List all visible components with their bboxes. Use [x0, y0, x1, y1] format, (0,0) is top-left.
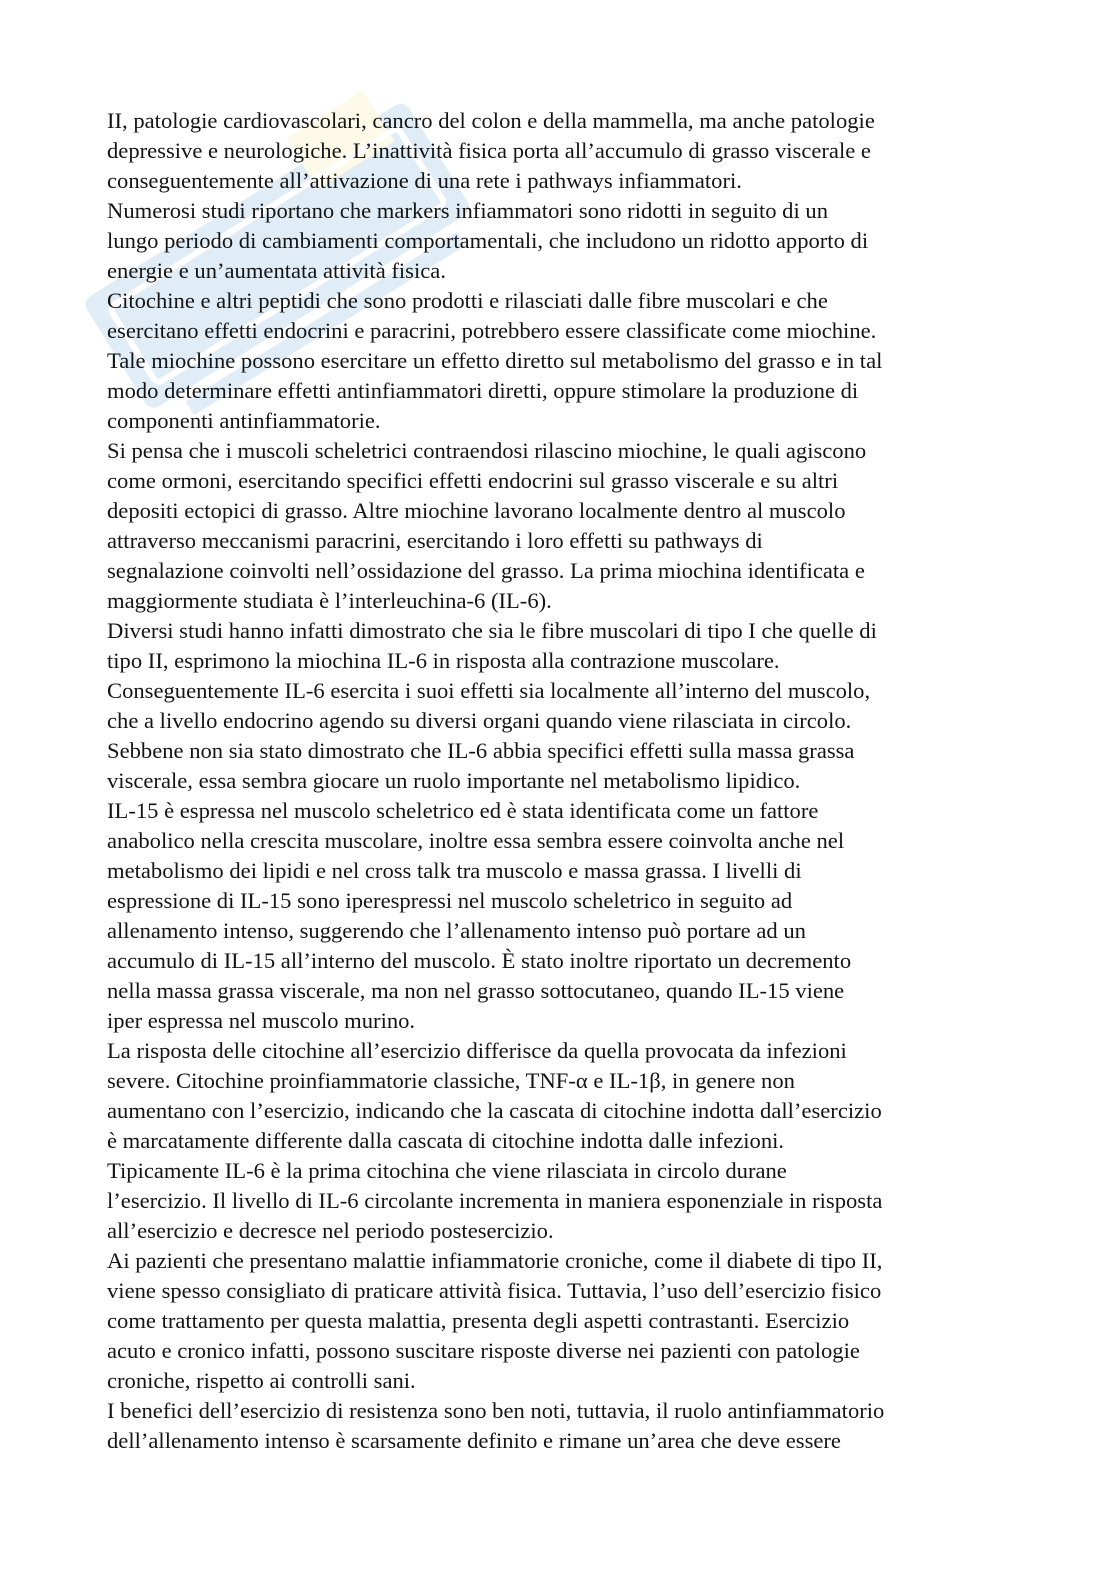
text-line: iper espressa nel muscolo murino.	[107, 1008, 416, 1033]
text-line: come ormoni, esercitando specifici effetti endocrini sul grasso viscerale e su altri	[107, 468, 839, 493]
text-line: allenamento intenso, suggerendo che l’allenamento intenso può portare ad un	[107, 918, 806, 943]
text-line: lungo periodo di cambiamenti comportamentali, che includono un ridotto apporto di	[107, 228, 869, 253]
text-line: esercitano effetti endocrini e paracrini, potrebbero essere classificate come miochine.	[107, 318, 877, 343]
text-line: accumulo di IL-15 all’interno del muscolo. È stato inoltre riportato un decremento	[107, 948, 852, 973]
text-line: energie e un’aumentata attività fisica.	[107, 258, 446, 283]
text-line: anabolico nella crescita muscolare, inoltre essa sembra essere coinvolta anche nel	[107, 828, 845, 853]
text-line: Diversi studi hanno infatti dimostrato che sia le fibre muscolari di tipo I che quelle di	[107, 618, 877, 643]
text-line: IL-15 è espressa nel muscolo scheletrico ed è stata identificata come un fattore	[107, 798, 819, 823]
text-line: nella massa grassa viscerale, ma non nel grasso sottocutaneo, quando IL-15 viene	[107, 978, 845, 1003]
text-line: I benefici dell’esercizio di resistenza sono ben noti, tuttavia, il ruolo antinfiammatorio	[107, 1398, 885, 1423]
text-line: severe. Citochine proinfiammatorie classiche, TNF-α e IL-1β, in genere non	[107, 1068, 795, 1093]
text-line: dell’allenamento intenso è scarsamente definito e rimane un’area che deve essere	[107, 1428, 841, 1453]
text-line: aumentano con l’esercizio, indicando che la cascata di citochine indotta dall’esercizio	[107, 1098, 882, 1123]
text-line: viscerale, essa sembra giocare un ruolo importante nel metabolismo lipidico.	[107, 768, 801, 793]
text-line: conseguentemente all’attivazione di una rete i pathways infiammatori.	[107, 168, 742, 193]
text-line: croniche, rispetto ai controlli sani.	[107, 1368, 416, 1393]
text-line: Si pensa che i muscoli scheletrici contraendosi rilascino miochine, le quali agiscono	[107, 438, 867, 463]
text-line: tipo II, esprimono la miochina IL-6 in risposta alla contrazione muscolare.	[107, 648, 780, 673]
text-line: all’esercizio e decresce nel periodo postesercizio.	[107, 1218, 554, 1243]
text-line: espressione di IL-15 sono iperespressi nel muscolo scheletrico in seguito ad	[107, 888, 793, 913]
document-text	[107, 106, 1017, 1456]
text-line: metabolismo dei lipidi e nel cross talk tra muscolo e massa grassa. I livelli di	[107, 858, 802, 883]
text-line: segnalazione coinvolti nell’ossidazione del grasso. La prima miochina identificata e	[107, 558, 865, 583]
text-line: Numerosi studi riportano che markers infiammatori sono ridotti in seguito di un	[107, 198, 828, 223]
text-line: attraverso meccanismi paracrini, esercitando i loro effetti su pathways di	[107, 528, 763, 553]
text-line: maggiormente studiata è l’interleuchina-6 (IL-6).	[107, 588, 552, 613]
text-line: depositi ectopici di grasso. Altre miochine lavorano localmente dentro al muscolo	[107, 498, 846, 523]
text-line: è marcatamente differente dalla cascata di citochine indotta dalle infezioni.	[107, 1128, 785, 1153]
text-line: Tipicamente IL-6 è la prima citochina che viene rilasciata in circolo durane	[107, 1158, 787, 1183]
text-line: depressive e neurologiche. L’inattività fisica porta all’accumulo di grasso viscerale e	[107, 138, 871, 163]
text-line: modo determinare effetti antinfiammatori diretti, oppure stimolare la produzione di	[107, 378, 859, 403]
text-line: acuto e cronico infatti, possono suscitare risposte diverse nei pazienti con patologie	[107, 1338, 860, 1363]
text-line: Conseguentemente IL-6 esercita i suoi effetti sia localmente all’interno del muscolo,	[107, 678, 871, 703]
text-line: Tale miochine possono esercitare un effetto diretto sul metabolismo del grasso e in tal	[107, 348, 883, 373]
text-line: componenti antinfiammatorie.	[107, 408, 381, 433]
text-line: Citochine e altri peptidi che sono prodotti e rilasciati dalle fibre muscolari e che	[107, 288, 828, 313]
text-line: Ai pazienti che presentano malattie infiammatorie croniche, come il diabete di tipo II,	[107, 1248, 883, 1273]
text-line: come trattamento per questa malattia, presenta degli aspetti contrastanti. Esercizio	[107, 1308, 850, 1333]
text-line: l’esercizio. Il livello di IL-6 circolante incrementa in maniera esponenziale in risposta	[107, 1188, 883, 1213]
text-line: che a livello endocrino agendo su diversi organi quando viene rilasciata in circolo.	[107, 708, 852, 733]
text-line: II, patologie cardiovascolari, cancro del colon e della mammella, ma anche patologie	[107, 108, 875, 133]
text-line: Sebbene non sia stato dimostrato che IL-6 abbia specifici effetti sulla massa grassa	[107, 738, 855, 763]
text-line: La risposta delle citochine all’esercizio differisce da quella provocata da infezioni	[107, 1038, 847, 1063]
text-line: viene spesso consigliato di praticare attività fisica. Tuttavia, l’uso dell’esercizio fisico	[107, 1278, 882, 1303]
